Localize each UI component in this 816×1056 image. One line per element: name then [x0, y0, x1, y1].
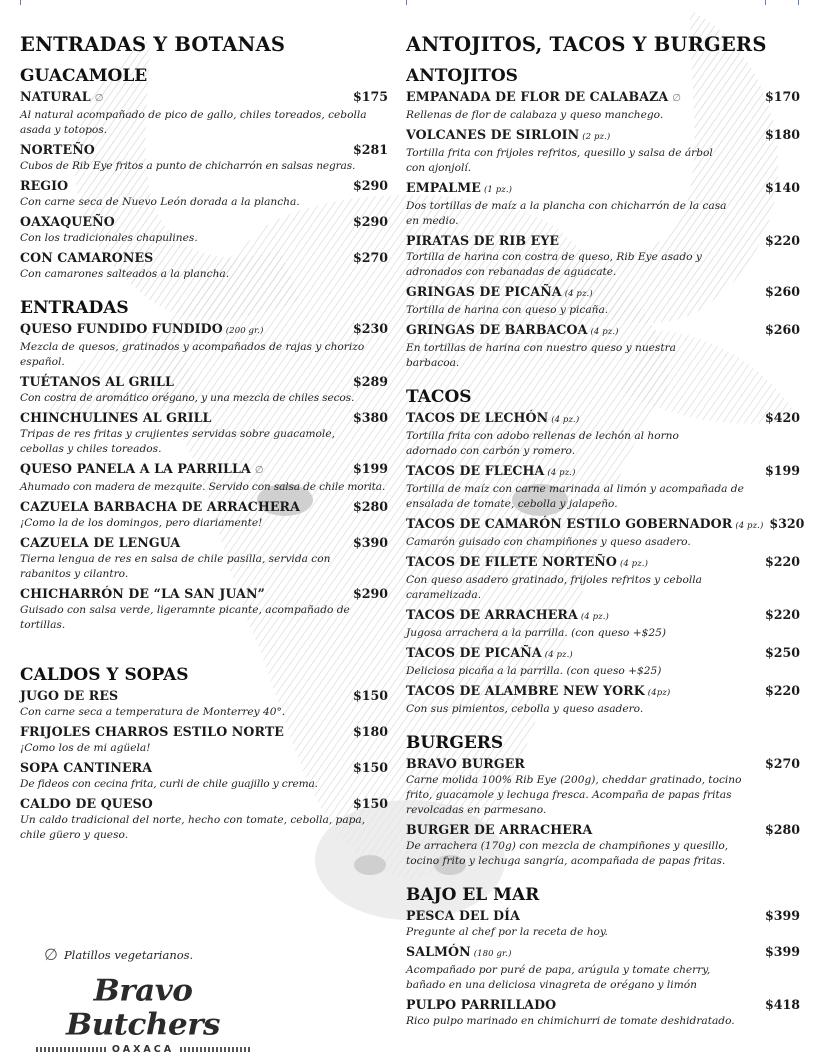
menu-item	[406, 179, 800, 229]
menu-item-title	[406, 88, 681, 108]
menu-item-header	[20, 723, 388, 741]
menu-item-title	[20, 460, 264, 480]
menu-item-title	[20, 249, 153, 267]
menu-item-title	[20, 141, 95, 159]
menu-item-description: De arrachera (170g) con mezcla de champiñones y quesillo, tocino frito y lechuga sangría, acompañada de papas fritas.	[406, 840, 729, 867]
menu-item-price: $420	[764, 410, 800, 425]
menu-item-header	[406, 907, 800, 925]
menu-item-name: CAZUELA BARBACHA DE ARRACHERA	[20, 499, 300, 514]
menu-item-description: En tortillas de harina con nuestro queso y nuestra barbacoa.	[406, 342, 676, 369]
menu-item	[406, 996, 800, 1029]
menu-item-name: TACOS DE FLECHA	[406, 463, 545, 478]
menu-item-name: CON CAMARONES	[20, 250, 154, 265]
menu-item-description: Con queso asadero gratinado, frijoles refritos y cebolla caramelizada.	[406, 574, 702, 601]
menu-item-header	[406, 232, 800, 250]
menu-item-header	[406, 179, 800, 199]
menu-item-price: $150	[352, 760, 388, 775]
menu-item-description: Camarón guisado con champiñones y queso asadero.	[406, 536, 691, 548]
menu-item-title	[20, 534, 180, 552]
menu-item-header	[20, 320, 388, 340]
menu-item-header	[20, 534, 388, 552]
menu-item-price: $150	[352, 796, 388, 811]
legend-text: Platillos vegetarianos.	[63, 947, 194, 962]
menu-item-title	[406, 553, 648, 573]
menu-item-price: $140	[764, 180, 800, 195]
menu-item-name: EMPANADA DE FLOR DE CALABAZA	[406, 89, 669, 104]
menu-item-name: BRAVO BURGER	[406, 756, 525, 771]
menu-item-description: ¡Como la de los domingos, pero diariamente!	[20, 517, 263, 529]
menu-item-qty: (4 pz.)	[564, 289, 593, 299]
menu-item-title	[406, 821, 592, 839]
menu-item-title	[20, 373, 174, 391]
menu-item-header	[406, 553, 800, 573]
menu-item	[20, 585, 388, 633]
menu-item-header	[20, 795, 388, 813]
menu-item	[406, 283, 800, 318]
menu-item-title	[20, 585, 265, 603]
menu-item	[406, 88, 800, 123]
menu-item-title	[20, 687, 118, 705]
menu-item-price: $289	[352, 374, 388, 389]
menu-item-name: TACOS DE PICAÑA	[406, 645, 542, 660]
menu-item-name: TACOS DE LECHÓN	[406, 410, 549, 425]
menu-item-description: Tortilla frita con frijoles refritos, quesillo y salsa de árbol con ajonjolí.	[406, 147, 713, 174]
leaf-icon: ∅	[94, 93, 104, 104]
menu-item	[20, 723, 388, 756]
menu-item-price: $418	[764, 997, 800, 1012]
menu-item-description: Con carne seca a temperatura de Monterrey 40°.	[20, 706, 286, 718]
menu-item-name: NATURAL	[20, 89, 91, 104]
menu-item-name: TUÉTANOS AL GRILL	[20, 374, 174, 389]
menu-item	[20, 249, 388, 282]
menu-item-description: Rellenas de flor de calabaza y queso manchego.	[406, 109, 664, 121]
menu-item-description: Carne molida 100% Rib Eye (200g), cheddar gratinado, tocino frito, guacamole y lechuga fresca. Acompaña de papas fritas revolcadas en parmesano.	[406, 774, 742, 816]
menu-item-title	[406, 644, 573, 664]
menu-item-name: CHINCHULINES AL GRILL	[20, 410, 212, 425]
menu-item-name: BURGER DE ARRACHERA	[406, 822, 593, 837]
menu-item-price: $250	[764, 645, 800, 660]
menu-item-title	[20, 320, 264, 340]
menu-item-title	[406, 755, 525, 773]
menu-item-price: $290	[352, 214, 388, 229]
menu-item	[406, 682, 800, 717]
menu-item-header	[20, 88, 388, 108]
menu-item-name: QUESO PANELA A LA PARRILLA	[20, 461, 251, 476]
menu-item-header	[406, 943, 800, 963]
menu-item-header	[406, 821, 800, 839]
menu-item-name: PIRATAS DE RIB EYE	[406, 233, 560, 248]
menu-item-price: $220	[764, 233, 800, 248]
menu-item	[20, 795, 388, 843]
menu-item	[406, 321, 800, 371]
menu-item	[406, 755, 800, 818]
menu-item-qty: (4 pz.)	[544, 650, 573, 660]
menu-item-description: Mezcla de quesos, gratinados y acompañados de rajas y chorizo español.	[20, 341, 365, 368]
menu-item-price: $390	[352, 535, 388, 550]
leaf-icon: ∅	[44, 945, 58, 964]
menu-item-price: $220	[764, 607, 800, 622]
menu-item-name: CHICHARRÓN DE “LA SAN JUAN”	[20, 586, 266, 601]
left-sections	[20, 64, 388, 843]
menu-item-title	[20, 213, 115, 231]
menu-item-title	[406, 126, 610, 146]
menu-item-title	[20, 759, 152, 777]
menu-item-header	[406, 755, 800, 773]
menu-item-price: $399	[764, 944, 800, 959]
menu-item-description: Con camarones salteados a la plancha.	[20, 268, 230, 280]
section-title: ENTRADAS	[20, 298, 129, 318]
menu-item-description: Acompañado por puré de papa, arúgula y tomate cherry, bañado en una deliciosa vinagreta de orégano y limón	[406, 964, 711, 991]
section-title: ANTOJITOS	[406, 66, 518, 86]
menu-item-header	[20, 141, 388, 159]
section-title: BURGERS	[406, 733, 504, 753]
menu-item-price: $320	[769, 516, 805, 531]
menu-item-price: $230	[352, 321, 388, 336]
menu-item-header	[406, 88, 800, 108]
menu-item-header	[406, 462, 800, 482]
menu-item-header	[406, 283, 800, 303]
menu-item-description: Al natural acompañado de pico de gallo, chiles toreados, cebolla asada y totopos.	[20, 109, 367, 136]
section-title: BAJO EL MAR	[406, 885, 540, 905]
menu-item-description: Tripas de res fritas y crujientes servidas sobre guacamole, cebollas y chiles toreados.	[20, 428, 335, 455]
column-title: ENTRADAS Y BOTANAS	[20, 33, 286, 56]
menu-item-qty: (4 pz.)	[580, 612, 609, 622]
menu-item-name: TACOS DE CAMARÓN ESTILO GOBERNADOR	[406, 516, 733, 531]
menu-item	[20, 141, 388, 174]
menu-item-description: Pregunte al chef por la receta de hoy.	[406, 926, 608, 938]
menu-item-description: Tortilla frita con adobo rellenas de lechón al horno adornado con carbón y romero.	[406, 430, 679, 457]
menu-item-header	[406, 515, 805, 535]
menu-item-description: Dos tortillas de maíz a la plancha con chicharrón de la casa en medio.	[406, 200, 727, 227]
menu-item-description: Con los tradicionales chapulines.	[20, 232, 198, 244]
menu-item-qty: (180 gr.)	[473, 949, 512, 959]
menu-item-title	[20, 723, 284, 741]
right-sections	[406, 64, 805, 1029]
menu-item-name: TACOS DE FILETE NORTEÑO	[406, 554, 617, 569]
leaf-icon: ∅	[672, 93, 682, 104]
menu-item-qty: (1 pz.)	[483, 185, 513, 195]
menu-item-description: Con carne seca de Nuevo León dorada a la plancha.	[20, 196, 300, 208]
menu-item-name: GRINGAS DE PICAÑA	[406, 284, 562, 299]
menu-item-price: $175	[352, 89, 388, 104]
menu-item-price: $220	[764, 683, 800, 698]
menu-item	[20, 373, 388, 406]
menu-item-title	[406, 179, 512, 199]
menu-item-name: CAZUELA DE LENGUA	[20, 535, 181, 550]
menu-item-header	[406, 644, 800, 664]
menu-item	[406, 126, 800, 176]
menu-item-description: Tortilla de harina con queso y picaña.	[406, 304, 609, 316]
logo-subtitle	[36, 1044, 250, 1055]
menu-item-title	[406, 409, 579, 429]
menu-item-name: PESCA DEL DÍA	[406, 908, 520, 923]
menu-item-price: $220	[764, 554, 800, 569]
menu-item	[20, 687, 388, 720]
menu-item	[20, 88, 388, 138]
menu-item-name: OAXAQUEÑO	[20, 214, 115, 229]
menu-item-name: JUGO DE RES	[20, 688, 119, 703]
menu-item-price: $260	[764, 284, 800, 299]
leaf-icon: ∅	[254, 465, 264, 476]
menu-item-price: $380	[352, 410, 388, 425]
menu-item-name: TACOS DE ARRACHERA	[406, 607, 578, 622]
menu-item-name: SOPA CANTINERA	[20, 760, 153, 775]
top-guide-ticks	[0, 0, 816, 6]
menu-item	[20, 177, 388, 210]
menu-item-name: GRINGAS DE BARBACOA	[406, 322, 588, 337]
menu-item-title	[406, 321, 619, 341]
menu-item-title	[406, 996, 556, 1014]
menu-item-description: Un caldo tradicional del norte, hecho con tomate, cebolla, papa, chile güero y queso.	[20, 814, 366, 841]
left-column	[20, 30, 388, 843]
menu-item-title	[20, 498, 300, 516]
menu-item-description: Tortilla de harina con costra de queso, Rib Eye asado y adronados con rebanadas de aguacate.	[406, 251, 702, 278]
menu-item-name: FRIJOLES CHARROS ESTILO NORTE	[20, 724, 284, 739]
menu-item-description: Rico pulpo marinado en chimichurri de tomate deshidratado.	[406, 1015, 735, 1027]
logo-city: OAXACA	[111, 1044, 175, 1055]
menu-item	[20, 498, 388, 531]
menu-item-header	[20, 373, 388, 391]
menu-item-header	[20, 249, 388, 267]
menu-item	[406, 821, 800, 869]
menu-item	[406, 409, 800, 459]
menu-item	[20, 534, 388, 582]
menu-item	[406, 553, 800, 603]
menu-item-description: De fideos con cecina frita, curli de chile guajillo y crema.	[20, 778, 318, 790]
menu-item-name: PULPO PARRILLADO	[406, 997, 557, 1012]
menu-item-title	[406, 682, 670, 702]
menu-item-header	[20, 498, 388, 516]
menu-item-header	[406, 606, 800, 626]
logo-wordmark: Bravo Butchers	[66, 973, 220, 1043]
menu-item-qty: (4 pz.)	[619, 559, 649, 569]
menu-item	[20, 320, 388, 370]
menu-item-name: NORTEÑO	[20, 142, 95, 157]
brand-logo	[36, 972, 250, 1055]
menu-item-title	[20, 88, 104, 108]
menu-item-qty: (4 pz.)	[547, 468, 576, 478]
menu-item-price: $280	[352, 499, 388, 514]
menu-item-name: TACOS DE ALAMBRE NEW YORK	[406, 683, 645, 698]
menu-item-header	[406, 321, 800, 341]
menu-item-qty: (4 pz.)	[735, 521, 764, 531]
menu-item	[406, 943, 800, 993]
menu-item-title	[406, 606, 609, 626]
menu-item-header	[20, 409, 388, 427]
menu-item-price: $150	[352, 688, 388, 703]
menu-item-name: EMPALME	[406, 180, 481, 195]
menu-item-price: $199	[352, 461, 388, 476]
menu-item-header	[406, 682, 800, 702]
menu-item-name: CALDO DE QUESO	[20, 796, 153, 811]
menu-item-description: Deliciosa picaña a la parrilla. (con queso +$25)	[406, 665, 662, 677]
menu-item-title	[406, 462, 576, 482]
menu-item-description: Con sus pimientos, cebolla y queso asadero.	[406, 703, 644, 715]
menu-item-description: Cubos de Rib Eye fritos a punto de chicharrón en salsas negras.	[20, 160, 356, 172]
menu-item	[406, 462, 800, 512]
menu-item-description: Tortilla de maíz con carne marinada al limón y acompañada de ensalada de tomate, cebolla y jalapeño.	[406, 483, 744, 510]
menu-item	[406, 606, 800, 641]
menu-item-title	[406, 907, 520, 925]
menu-item-price: $280	[764, 822, 800, 837]
menu-item-description: ¡Como los de mi agüela!	[20, 742, 151, 754]
menu-item-description: Ahumado con madera de mezquite. Servido con salsa de chile morita.	[20, 481, 386, 493]
menu-item-price: $270	[764, 756, 800, 771]
section-title: TACOS	[406, 387, 472, 407]
menu-item	[406, 232, 800, 280]
menu-item-price: $260	[764, 322, 800, 337]
menu-item-price: $180	[764, 127, 800, 142]
menu-item-header	[20, 177, 388, 195]
section-title: CALDOS Y SOPAS	[20, 665, 189, 685]
menu-item-header	[20, 687, 388, 705]
menu-item-qty: (4pz)	[647, 688, 671, 698]
menu-item-price: $290	[352, 178, 388, 193]
menu-item-header	[20, 759, 388, 777]
menu-item-name: QUESO FUNDIDO FUNDIDO	[20, 321, 223, 336]
right-column	[406, 30, 805, 1029]
menu-item-title	[20, 177, 68, 195]
menu-item-price: $180	[352, 724, 388, 739]
menu-item-header	[20, 213, 388, 231]
menu-item-title	[20, 409, 212, 427]
menu-item-price: $170	[764, 89, 800, 104]
column-title: ANTOJITOS, TACOS Y BURGERS	[406, 33, 767, 56]
menu-item	[20, 213, 388, 246]
menu-item	[406, 515, 805, 550]
menu-item-header	[20, 460, 388, 480]
menu-item-description: Tierna lengua de res en salsa de chile pasilla, servida con rabanitos y cilantro.	[20, 553, 331, 580]
menu-item-qty: (2 pz.)	[582, 132, 611, 142]
menu-item-price: $199	[764, 463, 800, 478]
menu-item-name: SALMÓN	[406, 944, 471, 959]
menu-item	[20, 409, 388, 457]
menu-item-title	[406, 515, 763, 535]
menu-item-description: Guisado con salsa verde, ligeramnte picante, acompañado de tortillas.	[20, 604, 350, 631]
menu-item-title	[406, 283, 593, 303]
menu-item-name: VOLCANES DE SIRLOIN	[406, 127, 580, 142]
menu-item	[406, 644, 800, 679]
menu-item-description: Con costra de aromático orégano, y una mezcla de chiles secos.	[20, 392, 355, 404]
menu-item-qty: (4 pz.)	[551, 415, 580, 425]
menu-item-title	[406, 943, 511, 963]
menu-item-qty: (4 pz.)	[590, 327, 619, 337]
section-title: GUACAMOLE	[20, 66, 148, 86]
menu-item-header	[406, 126, 800, 146]
menu-item-title	[20, 795, 153, 813]
menu-item-price: $281	[352, 142, 388, 157]
menu-item-header	[406, 996, 800, 1014]
menu-item-header	[406, 409, 800, 429]
menu-item-price: $399	[764, 908, 800, 923]
vegetarian-legend	[44, 945, 193, 964]
menu-item-name: REGIO	[20, 178, 69, 193]
menu-item-price: $270	[352, 250, 388, 265]
menu-item	[406, 907, 800, 940]
menu-item	[20, 759, 388, 792]
menu-item-qty: (200 gr.)	[225, 326, 264, 336]
menu-item-description: Jugosa arrachera a la parrilla. (con queso +$25)	[406, 627, 666, 639]
menu-item-title	[406, 232, 559, 250]
menu-item-header	[20, 585, 388, 603]
menu-item-price: $290	[352, 586, 388, 601]
menu-item	[20, 460, 388, 495]
